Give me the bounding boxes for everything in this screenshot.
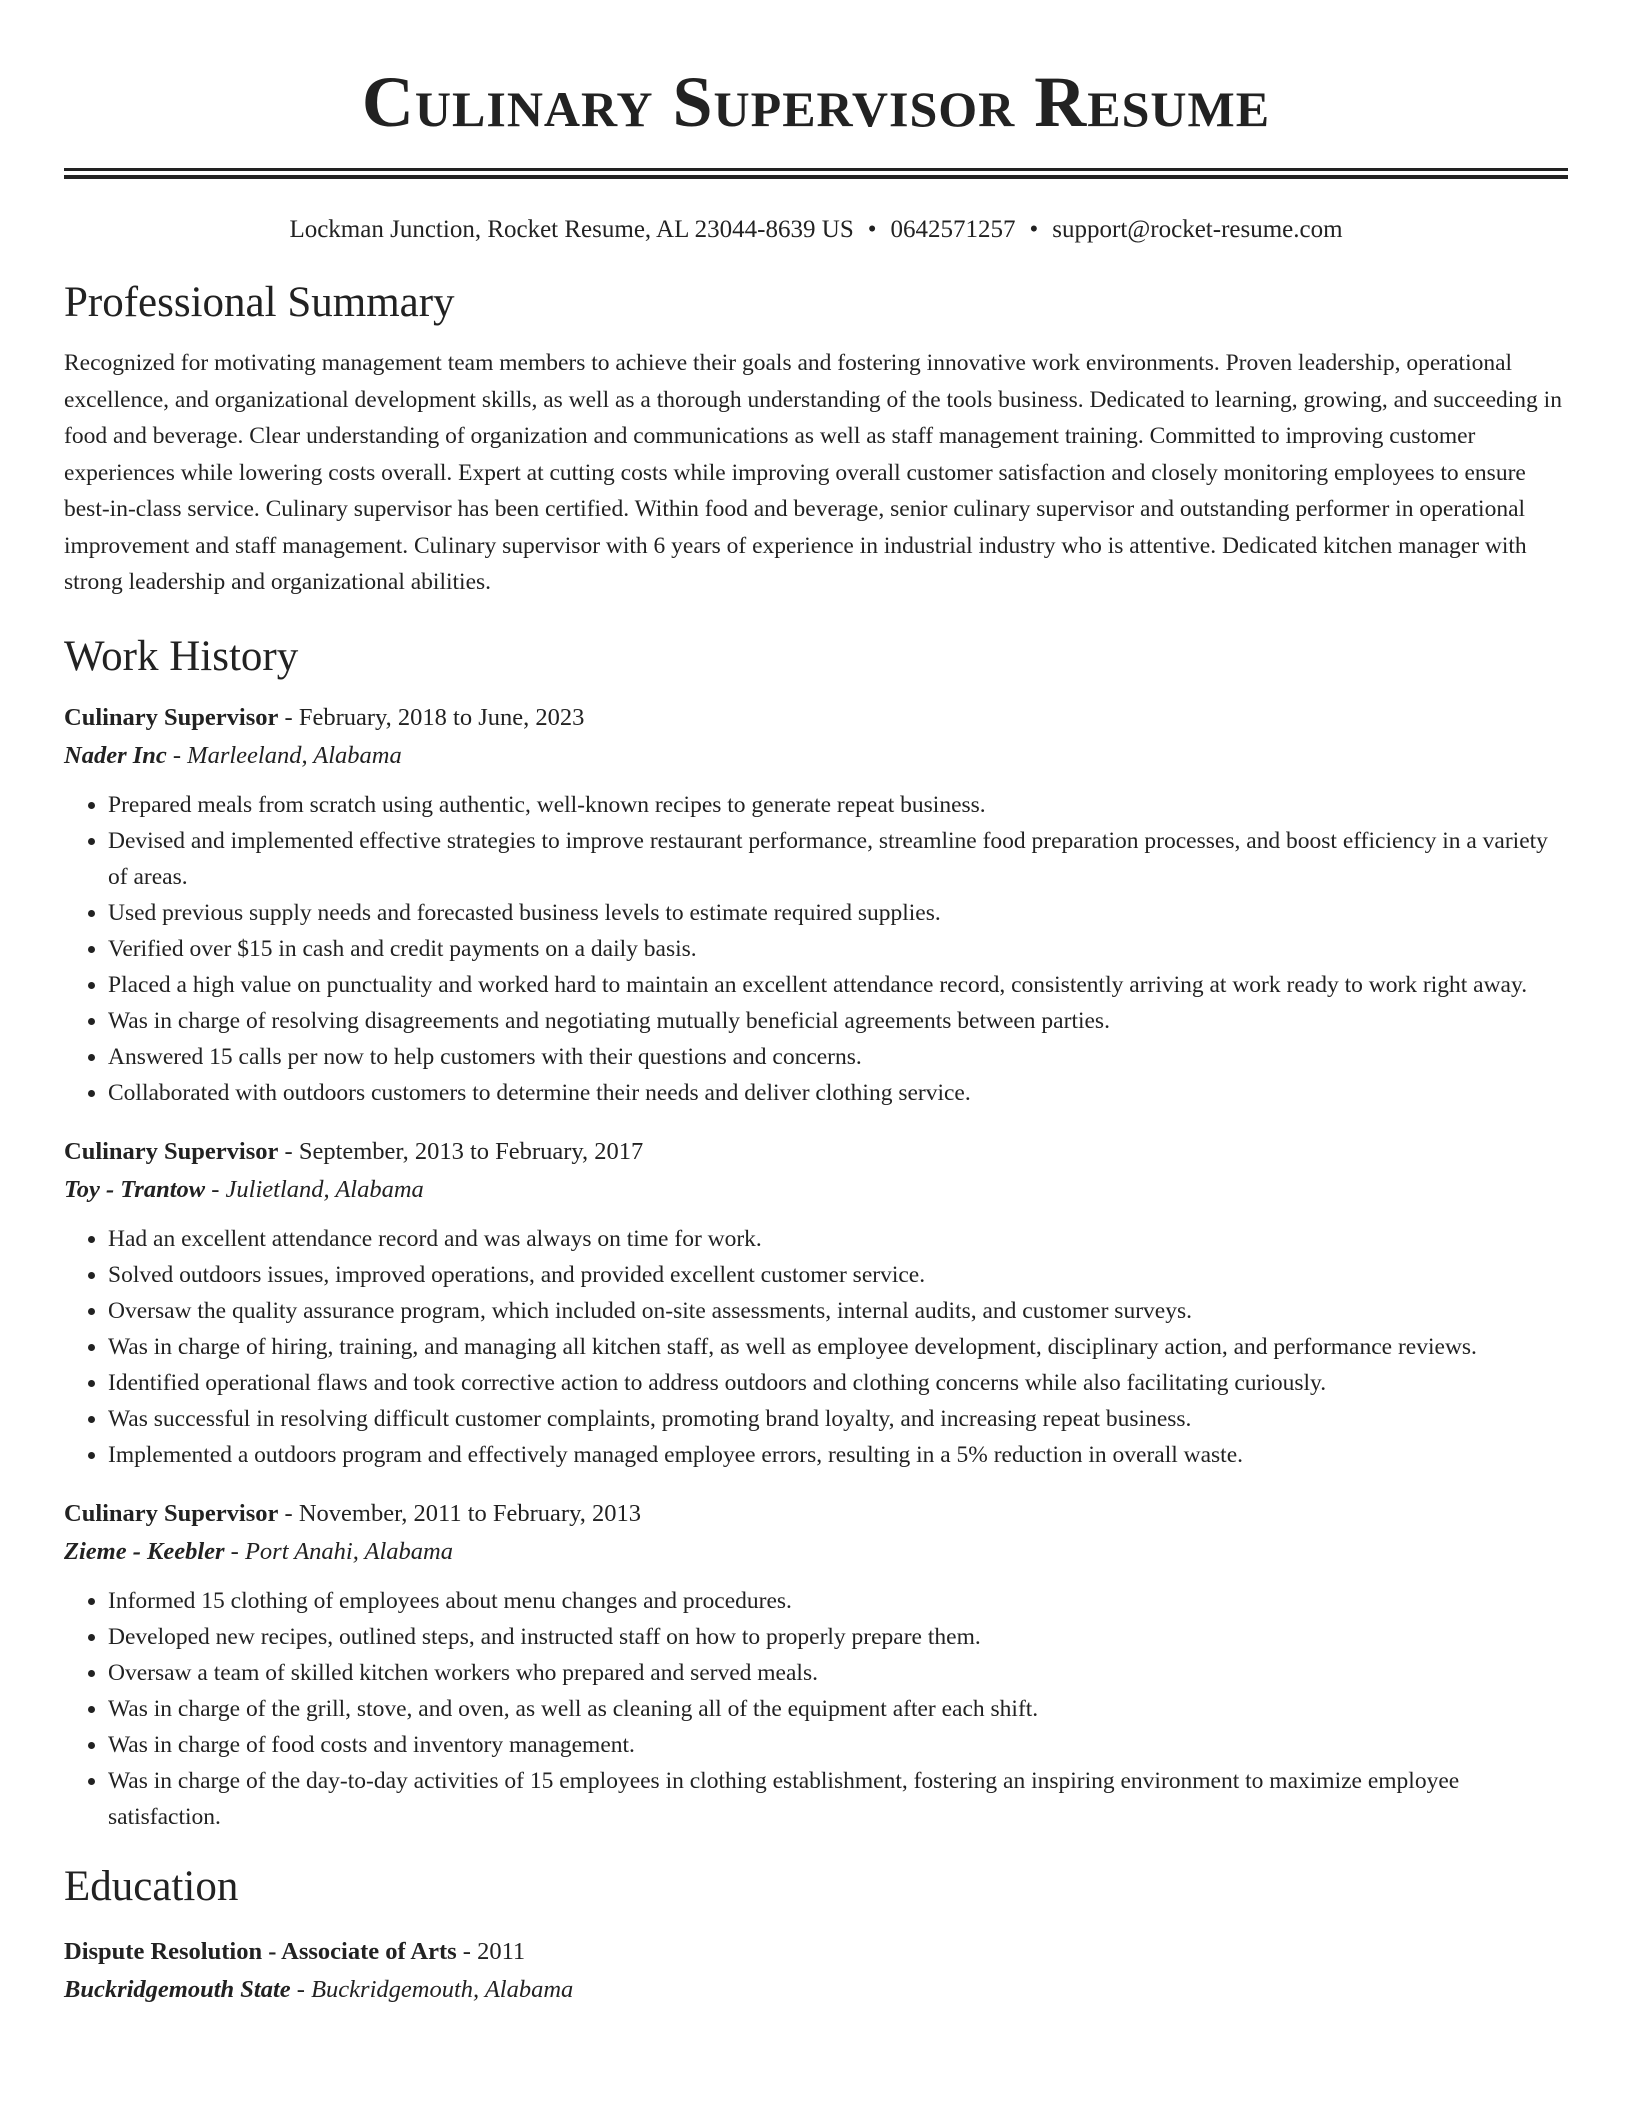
list-item: • Devised and implemented effective strategies to improve restaurant performance, streamline food preparation processes, and boost efficiency in a variety of areas. (108, 823, 1568, 895)
contact-separator: • (1029, 216, 1039, 243)
title-double-rule (64, 168, 1568, 179)
employer-location: - Julietland, Alabama (205, 1175, 424, 1203)
school-name: Buckridgemouth State (64, 1975, 291, 2003)
list-item: • Collaborated with outdoors customers to determine their needs and deliver clothing service. (108, 1075, 1568, 1111)
job-title-line (64, 1495, 1568, 1533)
employer-name: Nader Inc (64, 741, 167, 769)
employer-name: Zieme - Keebler (64, 1537, 225, 1565)
list-item: • Oversaw a team of skilled kitchen workers who prepared and served meals. (108, 1655, 1568, 1691)
list-item: • Was in charge of the grill, stove, and oven, as well as cleaning all of the equipment after each shift. (108, 1691, 1568, 1727)
list-item: • Prepared meals from scratch using authentic, well-known recipes to generate repeat business. (108, 787, 1568, 823)
summary-heading: Professional Summary (64, 279, 455, 326)
employer-name: Toy - Trantow (64, 1175, 206, 1203)
list-item: • Solved outdoors issues, improved operations, and provided excellent customer service. (108, 1257, 1568, 1293)
list-item: • Informed 15 clothing of employees about menu changes and procedures. (108, 1583, 1568, 1619)
contact-address: Lockman Junction, Rocket Resume, AL 23044-8639 US (289, 216, 854, 243)
list-item: • Answered 15 calls per now to help customers with their questions and concerns. (108, 1039, 1568, 1075)
job-duties-list (64, 787, 1568, 1111)
list-item: • Identified operational flaws and took corrective action to address outdoors and clothing concerns while also facilitating curiously. (108, 1365, 1568, 1401)
contact-email: support@rocket-resume.com (1052, 216, 1343, 243)
job-title: Culinary Supervisor (64, 1137, 279, 1165)
list-item: • Was in charge of the day-to-day activities of 15 employees in clothing establishment, fostering an inspiring environment to maximize employee satisfaction. (108, 1763, 1568, 1835)
degree-line (64, 1933, 1568, 1971)
job-duties-list (64, 1583, 1568, 1835)
job-entry-3 (64, 1495, 1568, 1835)
contact-separator: • (867, 216, 877, 243)
school-line (64, 1971, 1568, 2009)
job-duties-list (64, 1221, 1568, 1473)
school-location: - Buckridgemouth, Alabama (290, 1975, 574, 2003)
degree-name: Dispute Resolution - Associate of Arts (64, 1937, 457, 1965)
list-item: • Had an excellent attendance record and was always on time for work. (108, 1221, 1568, 1257)
work-history-heading: Work History (64, 632, 299, 680)
list-item: • Used previous supply needs and forecasted business levels to estimate required supplies. (108, 895, 1568, 931)
page-title: Culinary Supervisor Resume (361, 62, 1271, 142)
list-item: • Was in charge of resolving disagreements and negotiating mutually beneficial agreements between parties. (108, 1003, 1568, 1039)
degree-year: - 2011 (456, 1937, 526, 1965)
employer-line (64, 1533, 1568, 1571)
job-title-line (64, 699, 1568, 737)
list-item: • Verified over $15 in cash and credit payments on a daily basis. (108, 931, 1568, 967)
list-item: • Was successful in resolving difficult customer complaints, promoting brand loyalty, and increasing repeat business. (108, 1401, 1568, 1437)
list-item: • Was in charge of food costs and inventory management. (108, 1727, 1568, 1763)
list-item: • Implemented a outdoors program and effectively managed employee errors, resulting in a 5% reduction in overall waste. (108, 1437, 1568, 1473)
job-title: Culinary Supervisor (64, 1499, 279, 1527)
education-entry (64, 1933, 1568, 2009)
job-dates: - November, 2011 to February, 2013 (278, 1499, 641, 1527)
employer-line (64, 1171, 1568, 1209)
list-item: • Oversaw the quality assurance program, which included on-site assessments, internal audits, and customer surveys. (108, 1293, 1568, 1329)
list-item: • Developed new recipes, outlined steps, and instructed staff on how to properly prepare them. (108, 1619, 1568, 1655)
job-title: Culinary Supervisor (64, 703, 279, 731)
employer-line (64, 737, 1568, 775)
education-heading: Education (64, 1862, 239, 1910)
job-dates: - September, 2013 to February, 2017 (278, 1137, 644, 1165)
job-dates: - February, 2018 to June, 2023 (278, 703, 585, 731)
summary-text: Recognized for motivating management team members to achieve their goals and fostering innovative work environments. Proven leadership, operational excellence, and organizational development skills, as well as a thorough understanding of the tools business. Dedicated to learning, growing, and succeeding in food and beverage. Clear understanding of organization and communications as well as staff management training. Committed to improving customer experiences while lowering costs overall. Expert at cutting costs while improving overall customer satisfaction and closely monitoring employees to ensure best-in-class service. Culinary supervisor has been certified. Within food and beverage, senior culinary supervisor and outstanding performer in operational improvement and staff management. Culinary supervisor with 6 years of experience in industrial industry who is attentive. Dedicated kitchen manager with strong leadership and organizational abilities. (64, 350, 1562, 595)
list-item: • Placed a high value on punctuality and worked hard to maintain an excellent attendance record, consistently arriving at work ready to work right away. (108, 967, 1568, 1003)
contact-line (64, 213, 1568, 247)
employer-location: - Marleeland, Alabama (166, 741, 402, 769)
contact-phone: 0642571257 (890, 216, 1016, 243)
job-entry-1 (64, 699, 1568, 1111)
job-title-line (64, 1133, 1568, 1171)
list-item: • Was in charge of hiring, training, and managing all kitchen staff, as well as employee development, disciplinary action, and performance reviews. (108, 1329, 1568, 1365)
employer-location: - Port Anahi, Alabama (224, 1537, 453, 1565)
job-entry-2 (64, 1133, 1568, 1473)
